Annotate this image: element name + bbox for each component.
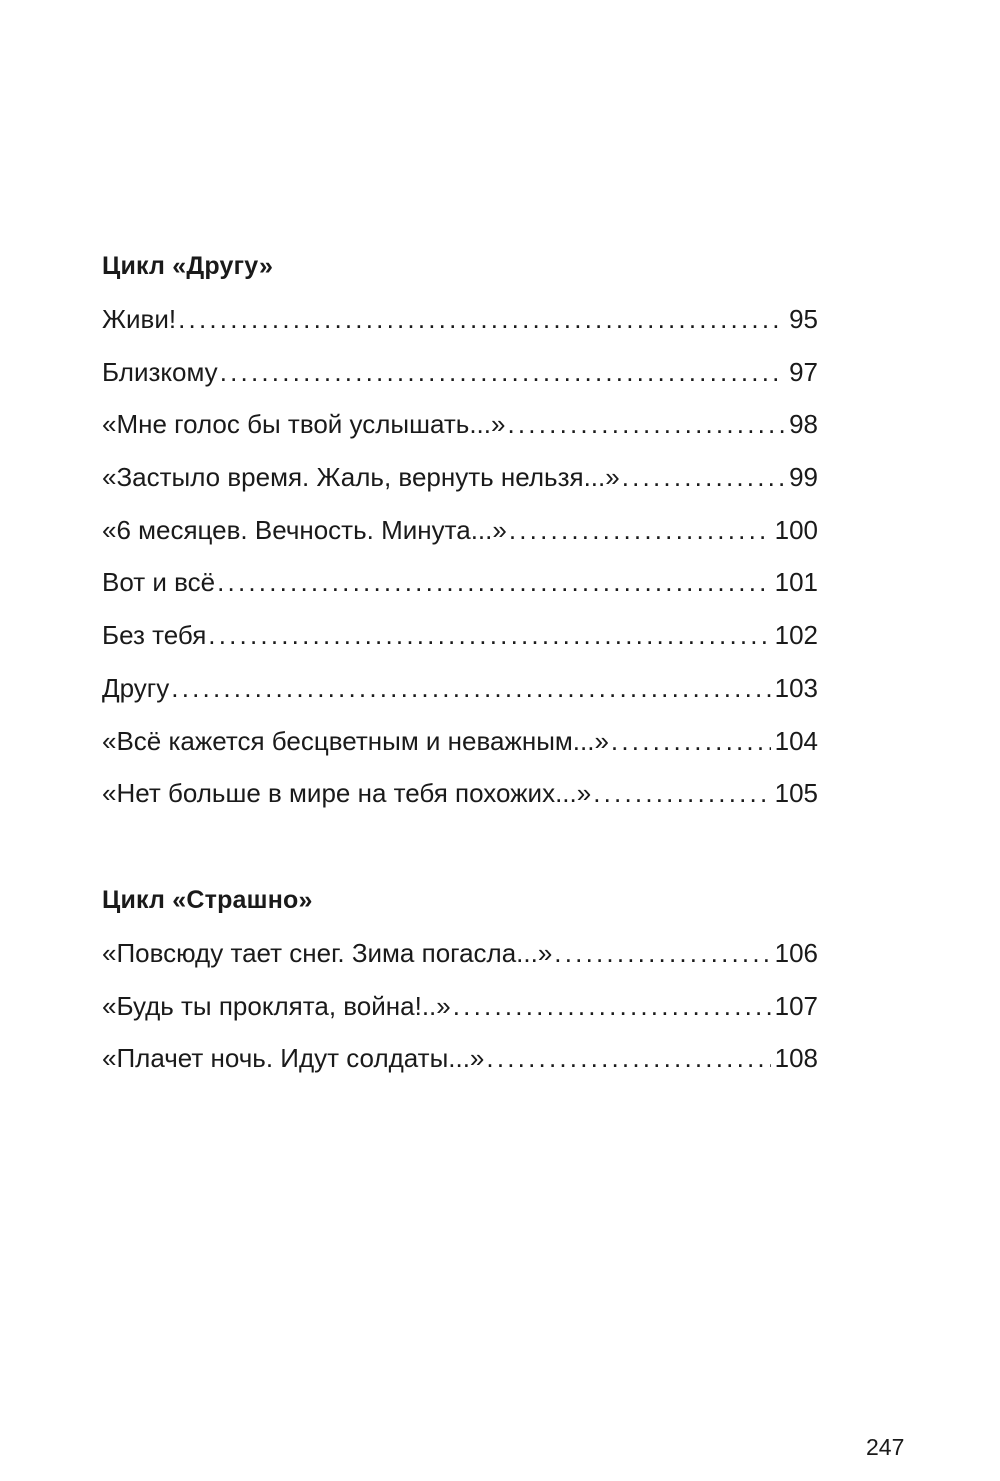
entry-title: «Застыло время. Жаль, вернуть нельзя...» — [102, 462, 620, 493]
dot-leader — [208, 615, 770, 655]
toc-entry — [102, 457, 818, 510]
toc-entry — [102, 510, 818, 563]
entry-page: 97 — [789, 356, 818, 387]
toc-entry — [102, 668, 818, 721]
entry-page: 100 — [774, 514, 818, 545]
entry-page: 108 — [774, 1043, 818, 1074]
toc-entry — [102, 562, 818, 615]
dot-leader — [554, 933, 770, 973]
dot-leader — [220, 352, 785, 392]
toc-section-drugu — [102, 246, 818, 826]
entry-title: «Будь ты проклята, война!..» — [102, 990, 451, 1021]
entry-page: 101 — [774, 567, 818, 598]
entry-page: 95 — [789, 304, 818, 334]
dot-leader — [486, 1038, 770, 1078]
entry-title: Близкому — [102, 356, 218, 387]
entry-page: 98 — [789, 409, 818, 440]
entry-page: 103 — [774, 672, 818, 703]
dot-leader — [217, 562, 771, 602]
entry-title: «Плачет ночь. Идут солдаты...» — [102, 1043, 485, 1074]
toc-entry — [102, 721, 818, 774]
toc-entry — [102, 773, 818, 826]
toc-section-strashno — [102, 880, 818, 1091]
dot-leader — [593, 773, 770, 813]
entry-title: «Повсюду тает снег. Зима погасла...» — [102, 938, 553, 968]
dot-leader — [509, 510, 771, 550]
entry-title: Другу — [102, 672, 170, 703]
entry-title: «6 месяцев. Вечность. Минута...» — [102, 514, 507, 545]
toc-entry — [102, 615, 818, 668]
entry-title: Вот и всё — [102, 567, 216, 598]
entry-title: Без тебя — [102, 620, 207, 651]
page-number: 247 — [866, 1434, 905, 1460]
dot-leader — [622, 457, 785, 497]
entry-page: 99 — [789, 462, 818, 493]
section-title: Цикл «Другу» — [102, 252, 274, 280]
dot-leader — [507, 404, 785, 444]
toc-entry — [102, 1038, 818, 1091]
entry-title: «Нет больше в мире на тебя похожих...» — [102, 778, 592, 809]
toc-entry — [102, 352, 818, 405]
entry-page: 107 — [774, 990, 818, 1021]
dot-leader — [178, 299, 785, 339]
entry-page: 104 — [774, 725, 818, 756]
dot-leader — [453, 986, 771, 1026]
toc-entry — [102, 404, 818, 457]
toc-entry — [102, 933, 818, 986]
entry-title: «Всё кажется бесцветным и неважным...» — [102, 725, 609, 756]
entry-page: 105 — [774, 778, 818, 809]
entry-title: «Мне голос бы твой услышать...» — [102, 409, 506, 440]
entry-title: Живи! — [102, 304, 177, 334]
entry-page: 106 — [774, 938, 818, 968]
dot-leader — [171, 668, 770, 708]
dot-leader — [611, 721, 771, 761]
toc-entry — [102, 299, 818, 352]
section-title: Цикл «Страшно» — [102, 886, 313, 914]
toc-entry — [102, 986, 818, 1039]
entry-page: 102 — [774, 620, 818, 651]
